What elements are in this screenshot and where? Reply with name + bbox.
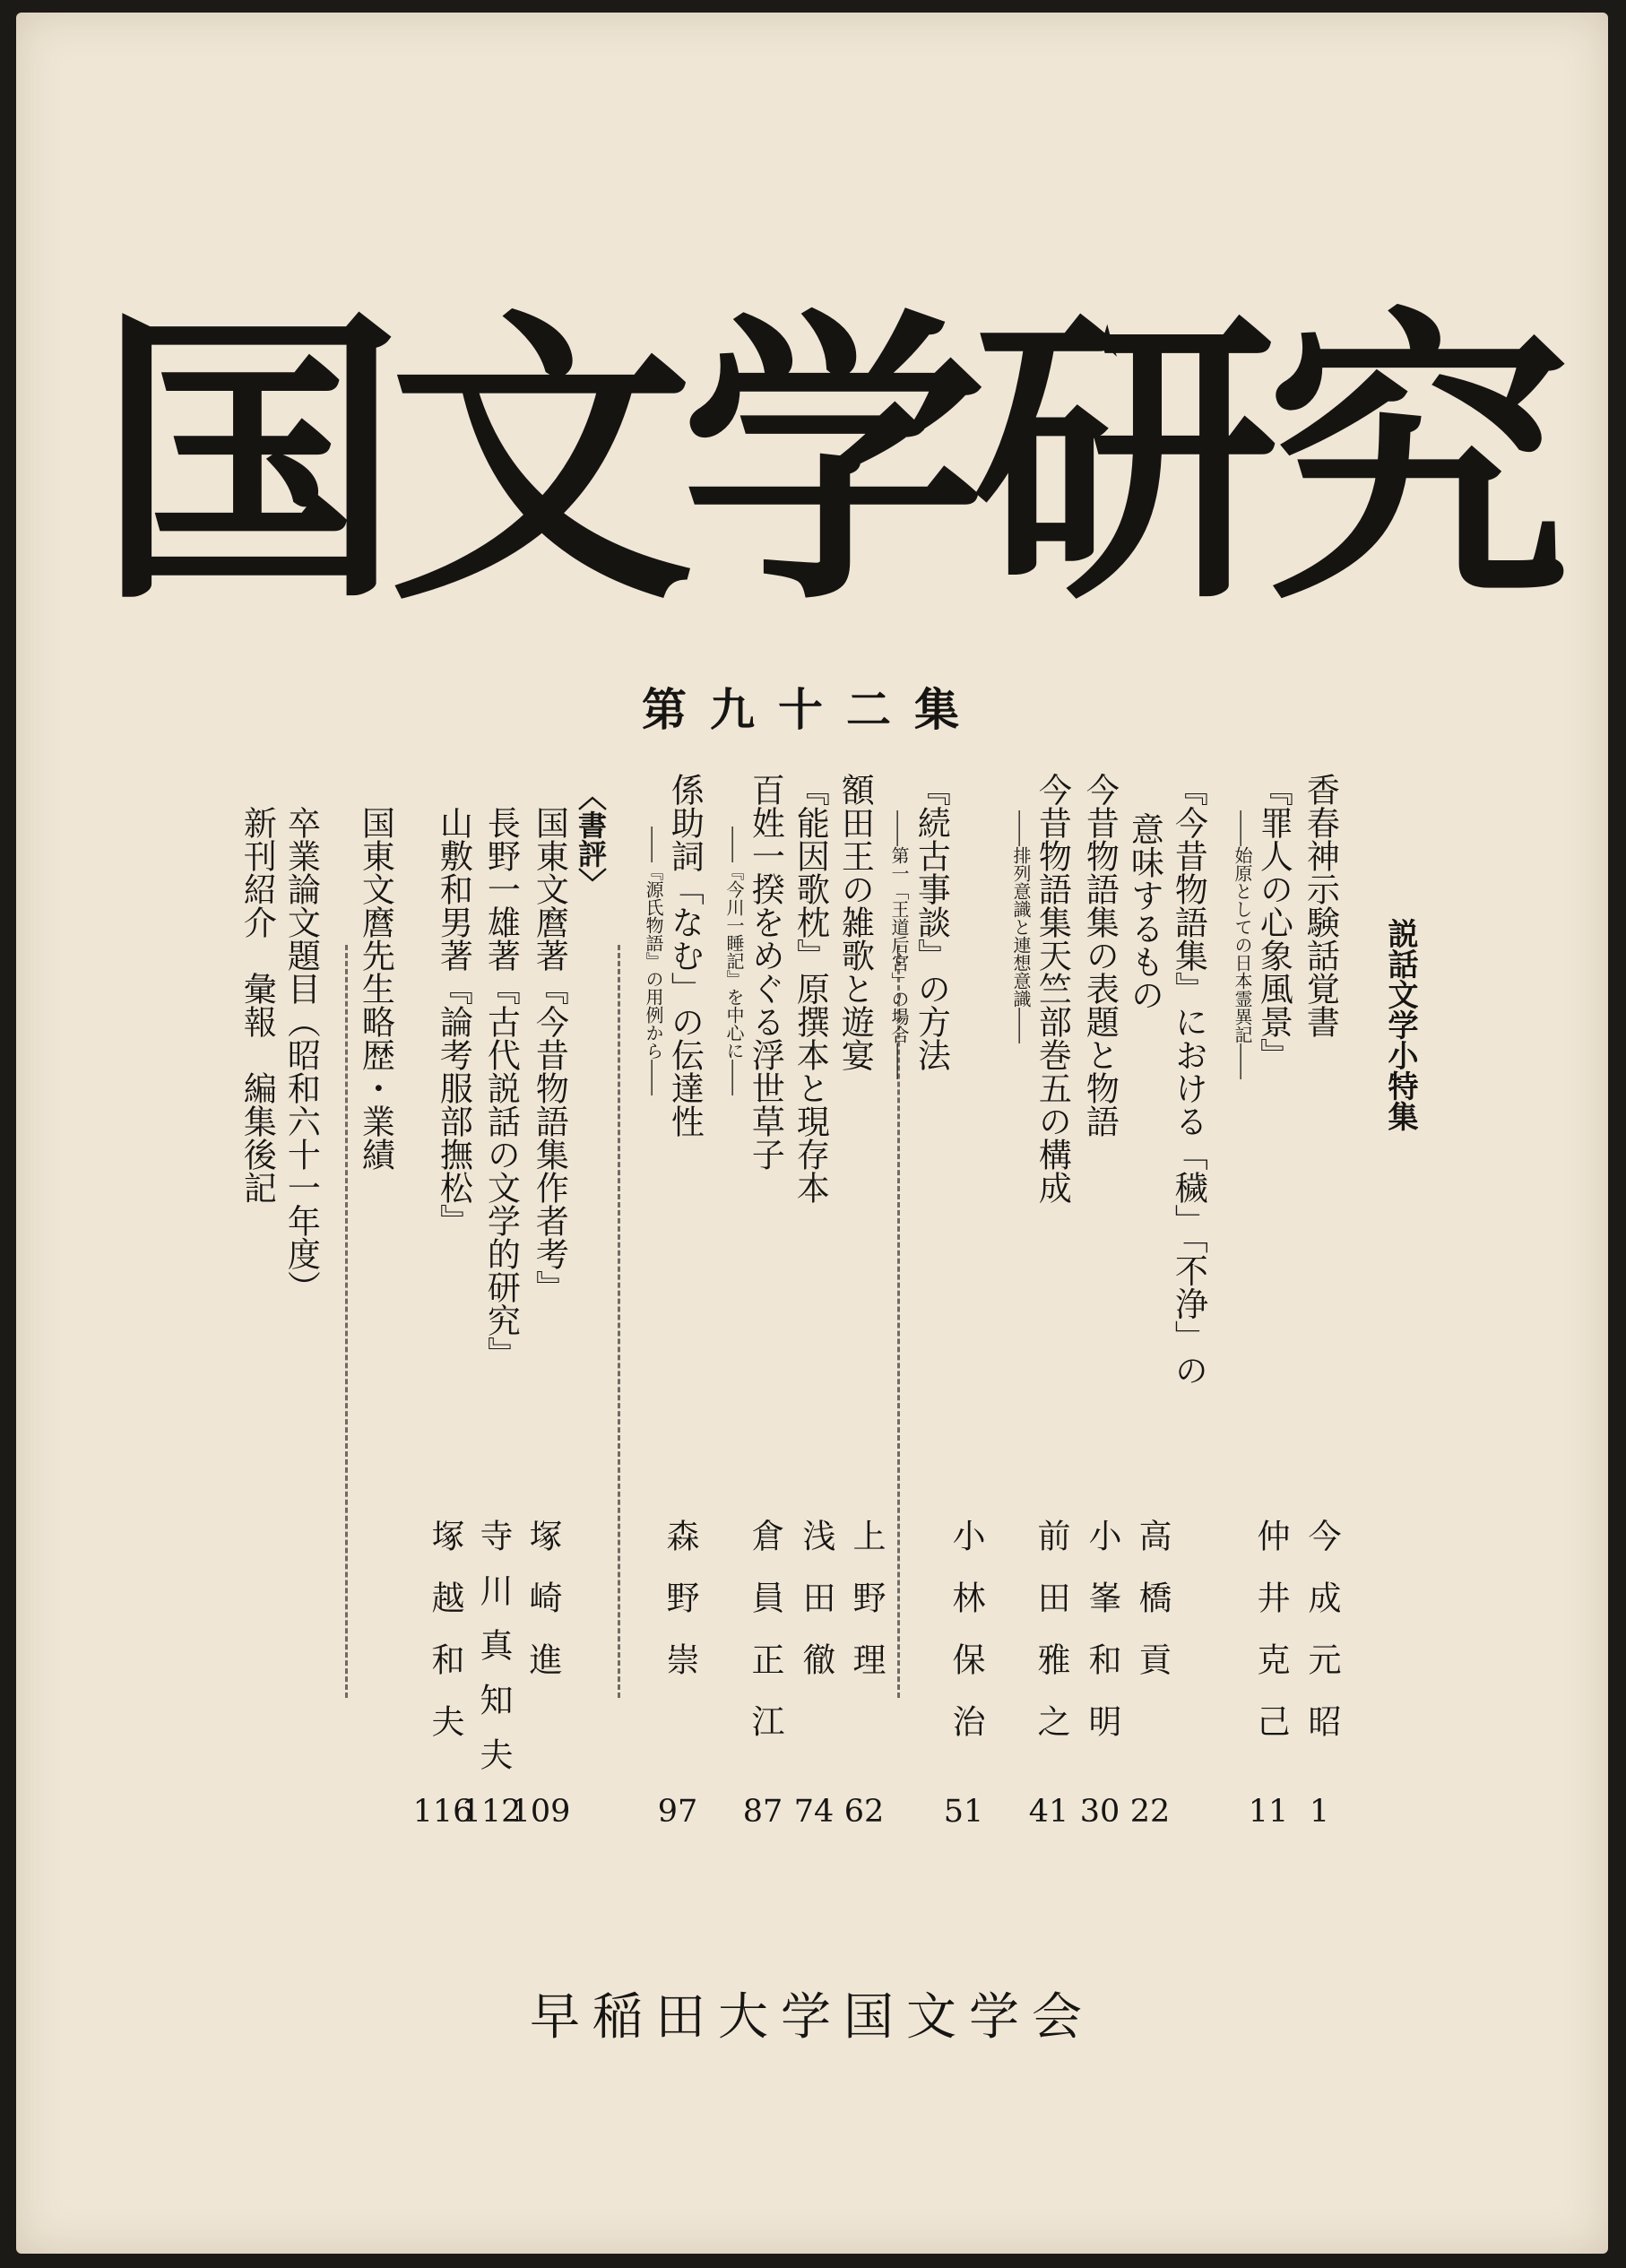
review-page-1: 109 xyxy=(510,1794,571,1830)
toc-author-3: 高橋貢 xyxy=(1133,1519,1172,1704)
toc-page-1: 1 xyxy=(1309,1794,1330,1830)
journal-title xyxy=(97,241,1558,641)
toc-subtitle-9: ――『今川一睡記』を中心に―― xyxy=(723,827,745,1095)
toc-title-10: 係助詞「なむ」の伝達性 xyxy=(665,773,705,1138)
toc-title-3-cont: 意味するもの xyxy=(1125,812,1164,1011)
journal-cover xyxy=(16,13,1608,2254)
toc-title-4: 今昔物語集の表題と物語 xyxy=(1080,773,1120,1138)
toc-title-6: 『続古事談』の方法 xyxy=(912,773,951,1071)
review-title-3: 山敷和男著『論考服部撫松』 xyxy=(434,806,473,1237)
review-page-2: 112 xyxy=(461,1794,522,1830)
toc-title-2: 『罪人の心象風景』 xyxy=(1254,773,1293,1071)
toc-page-6: 51 xyxy=(943,1794,984,1830)
toc-divider xyxy=(618,945,620,1698)
toc-author-5: 前田雅之 xyxy=(1032,1519,1070,1766)
toc-author-8: 浅田徹 xyxy=(797,1519,835,1704)
review-title-1: 国東文麿著『今昔物語集作者考』 xyxy=(530,806,569,1303)
toc-title-7: 額田王の雑歌と遊宴 xyxy=(835,773,875,1071)
toc-title-5: 今昔物語集天竺部巻五の構成 xyxy=(1033,773,1072,1204)
special-feature-label: 説話文学小特集 xyxy=(1382,918,1418,1131)
toc-subtitle-6: ――第一「王道后宮」の場合―― xyxy=(888,810,910,1079)
toc-author-4: 小峯和明 xyxy=(1083,1519,1121,1766)
reviews-label: 〈書評〉 xyxy=(574,782,608,896)
misc-item-1: 国東文麿先生略歴・業績 xyxy=(356,806,395,1171)
toc-author-2: 仲井克己 xyxy=(1251,1519,1290,1766)
toc-page-9: 87 xyxy=(742,1794,783,1830)
toc-page-10: 97 xyxy=(657,1794,698,1830)
toc-title-1: 香春神示験話覚書 xyxy=(1301,773,1340,1038)
toc-title-3: 『今昔物語集』における「穢」「不浄」の xyxy=(1169,773,1208,1387)
toc-author-7: 上野理 xyxy=(847,1519,886,1704)
issue-number: 第九十二集 xyxy=(642,684,982,736)
toc-author-6: 小林保治 xyxy=(947,1519,985,1766)
toc-author-1: 今成元昭 xyxy=(1302,1519,1341,1766)
toc-page-5: 41 xyxy=(1028,1794,1069,1830)
review-author-3: 塚越和夫 xyxy=(426,1519,464,1766)
review-author-1: 塚崎進 xyxy=(523,1519,562,1704)
toc-subtitle-10: ――『源氏物語』の用例から―― xyxy=(643,827,664,1095)
toc-page-7: 62 xyxy=(843,1794,885,1830)
toc-author-10: 森野崇 xyxy=(661,1519,699,1704)
review-author-2: 寺川真知夫 xyxy=(474,1519,513,1792)
toc-page-8: 74 xyxy=(793,1794,835,1830)
review-title-2: 長野一雄著『古代説話の文学的研究』 xyxy=(481,806,521,1370)
toc-page-2: 11 xyxy=(1248,1794,1289,1830)
toc-title-8: 『能因歌枕』原撰本と現存本 xyxy=(791,773,830,1204)
toc-page-3: 22 xyxy=(1129,1794,1171,1830)
toc-subtitle-2: ――始原としての日本霊異記―― xyxy=(1232,810,1253,1079)
publisher: 早稲田大学国文学会 xyxy=(530,1988,1094,2047)
toc-divider xyxy=(345,945,348,1698)
review-page-3: 116 xyxy=(412,1794,473,1830)
misc-item-3: 新刊紹介 彙報 編集後記 xyxy=(238,806,277,1204)
toc-subtitle-5: ――排列意識と連想意識―― xyxy=(1010,810,1032,1043)
toc-title-9: 百姓一揆をめぐる浮世草子 xyxy=(746,773,785,1171)
misc-item-2: 卒業論文題目（昭和六十一年度） xyxy=(281,806,321,1303)
svg-text:国文学研究: 国文学研究 xyxy=(97,283,1558,641)
toc-page-4: 30 xyxy=(1079,1794,1120,1830)
toc-author-9: 倉員正江 xyxy=(746,1519,784,1766)
